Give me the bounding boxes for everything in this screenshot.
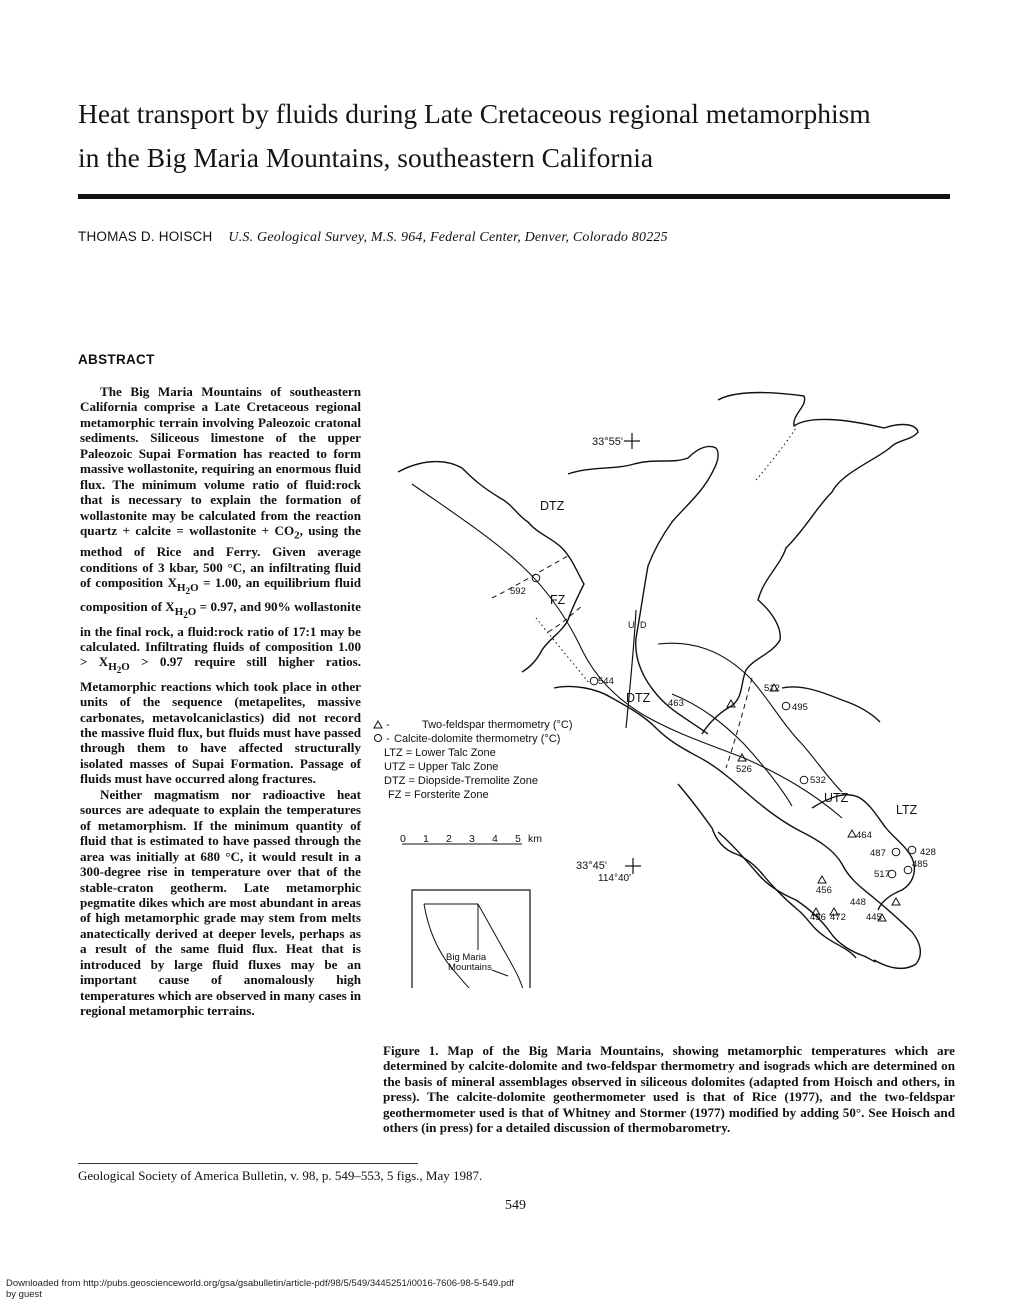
temperature-label: 487	[870, 848, 886, 859]
figure-caption: Figure 1. Map of the Big Maria Mountains, showing metamorphic temperatures which are determined by calcite-dolomite and two-feldspar thermometry and isograds which are determined on the basis of mineral assemblages observed in siliceous dolomites (adapted from Hoisch and others, in press). The calcite-dolomite geothermometer used is that of Rice (1977), and the two-feldspar geothermometer used is that of Whitney and Stormer (1977) modified by adding 50°. See Hoisch and others (in press) for a detailed discussion of thermobarometry.	[383, 1043, 955, 1136]
temperature-label: 445	[866, 912, 882, 923]
two-feldspar-triangle-icon	[848, 830, 856, 837]
range-outline-north	[702, 393, 918, 734]
footnote-rule	[78, 1163, 418, 1164]
download-note	[6, 1279, 626, 1300]
contact-dotted-2	[756, 428, 796, 480]
zone-label-fz: FZ	[550, 593, 566, 607]
author-affiliation: U.S. Geological Survey, M.S. 964, Federal Center, Denver, Colorado 80225	[228, 230, 667, 245]
scale-tick-2: 2	[446, 833, 452, 845]
download-guest-text: by guest	[6, 1290, 626, 1300]
scale-tick-1: 1	[423, 833, 429, 845]
page-number: 549	[505, 1198, 526, 1214]
coord-label-sw-lat: 33°45'	[576, 860, 607, 872]
scale-tick-0: 0	[400, 833, 406, 845]
inset-frame	[412, 890, 530, 988]
scale-tick-4: 4	[492, 833, 498, 845]
subscript-h2o	[175, 606, 197, 618]
temperature-label: 512	[764, 683, 780, 694]
byline	[78, 229, 668, 246]
abstract-text: The Big Maria Mountains of southeastern California comprise a Late Cretaceous regional metamorphic terrain involving Paleozoic cratonal sediments. Siliceous limestone of the upper Paleozoic Supai Formation has reacted to form massive wollastonite, requiring an enormous fluid flux. The minimum volume ratio of fluid:rock that is necessary to explain the formation of wollastonite may be calculated from the reaction quartz + calcite = wollastonite + CO	[80, 384, 361, 538]
fault-downthrown-label: D	[640, 620, 647, 630]
title-rule	[78, 194, 950, 199]
range-outline-central	[554, 686, 920, 968]
triangle-symbol-icon	[374, 721, 382, 728]
subscript: H	[108, 661, 116, 673]
temperature-label: 495	[792, 702, 808, 713]
journal-citation: Geological Society of America Bulletin, v. 98, p. 549–553, 5 figs., May 1987.	[78, 1168, 482, 1184]
fault-upthrown-label: U	[628, 620, 635, 630]
subscript-h2o	[108, 661, 130, 673]
temperature-markers	[510, 574, 936, 923]
inset-map	[412, 890, 530, 988]
temperature-label: 472	[830, 912, 846, 923]
legend-prefix: -	[386, 733, 390, 745]
two-feldspar-triangle-icon	[892, 898, 900, 905]
abstract-text: = 1.00, an equilibrium fluid composition of X	[80, 575, 361, 614]
legend-two-feldspar: Two-feldspar thermometry (°C)	[422, 719, 573, 731]
coord-label-sw-lon: 114°40'	[598, 873, 631, 884]
temperature-label: 526	[736, 764, 752, 775]
subscript: H	[175, 606, 183, 618]
temperature-label: 463	[668, 698, 684, 709]
temperature-label: 428	[920, 847, 936, 858]
subscript: 2	[117, 665, 122, 675]
subscript-h2o	[177, 582, 199, 594]
zone-label-dtz-south: DTZ	[626, 691, 651, 705]
zone-label-ltz: LTZ	[896, 803, 918, 817]
scale-tick-3: 3	[469, 833, 475, 845]
article-title	[78, 92, 978, 180]
abstract-text: , using the method of Rice and Ferry. Given average conditions of 3 kbar, 500 °C, an infiltrating fluid of composition X	[80, 523, 361, 590]
fault-dashed-3	[726, 678, 752, 768]
legend-utz: UTZ = Upper Talc Zone	[384, 761, 498, 773]
inset-label-2: Mountains	[448, 962, 492, 973]
subscript: O	[188, 606, 196, 618]
subscript: O	[190, 582, 198, 594]
map-legend	[374, 719, 573, 801]
abstract-paragraph-1	[80, 384, 361, 787]
legend-dtz: DTZ = Diopside-Tremolite Zone	[384, 775, 538, 787]
title-line-2: in the Big Maria Mountains, southeastern California	[78, 136, 978, 180]
calcite-dolomite-circle-icon	[908, 846, 916, 854]
title-line-1: Heat transport by fluids during Late Cretaceous regional metamorphism	[78, 92, 978, 136]
temperature-label: 485	[912, 859, 928, 870]
temperature-label: 532	[810, 775, 826, 786]
scale-tick-5: 5	[515, 833, 521, 845]
author-name: THOMAS D. HOISCH	[78, 229, 212, 244]
california-outline	[424, 904, 524, 988]
scale-unit: km	[528, 833, 542, 845]
legend-prefix: -	[386, 719, 390, 731]
temperature-label: 517	[874, 869, 890, 880]
zone-label-dtz-north: DTZ	[540, 499, 565, 513]
temperature-label: 592	[510, 586, 526, 597]
abstract-paragraph-2: Neither magmatism nor radioactive heat sources are adequate to explain the temperatures of metamorphism. If the minimum quantity of fluid that is estimated to have passed through the area was initially at 680 °C, it would result in a 300-degree rise in temperature over that of the stable-craton geotherm. Late metamorphic pegmatite dikes which are most abundant in areas of high metamorphic grade may stem from melts anatectically derived at deeper levels, perhaps as a result of the same fluid flux. Heat that is introduced by large fluid fluxes may be an important cause of anomalously high temperatures which are observed in many cases in regional metamorphic terrains.	[80, 787, 361, 1019]
temperature-label: 456	[816, 885, 832, 896]
subscript: 2	[186, 586, 191, 596]
download-link-text[interactable]: Downloaded from http://pubs.geoscienceworld.org/gsa/gsabulletin/article-pdf/98/5/549/3445251/i0016-7606-98-5-549.pdf	[6, 1279, 626, 1290]
big-maria-map-figure	[372, 388, 972, 988]
fault-dashed-1	[492, 556, 568, 598]
calcite-dolomite-circle-icon	[892, 848, 900, 856]
temperature-label: 448	[850, 897, 866, 908]
calcite-dolomite-circle-icon	[590, 677, 598, 685]
legend-fz: FZ = Forsterite Zone	[388, 789, 489, 801]
abstract-body	[80, 384, 361, 1019]
two-feldspar-triangle-icon	[818, 876, 826, 883]
zone-label-utz: UTZ	[824, 791, 849, 805]
calcite-dolomite-circle-icon	[782, 702, 790, 710]
calcite-dolomite-circle-icon	[800, 776, 808, 784]
abstract-text: = 0.97, and 90% wollastonite in the final rock, a fluid:rock ratio of 17:1 may be calculated. Infiltrating fluids of composition 1.00 > X	[80, 599, 361, 669]
scale-bar	[400, 833, 542, 845]
subscript: 2	[294, 530, 299, 542]
abstract-heading: ABSTRACT	[78, 352, 155, 367]
circle-symbol-icon	[375, 735, 382, 742]
temperature-label: 464	[856, 830, 872, 841]
abstract-text: > 0.97 require still higher ratios. Metamorphic reactions which took place in other units of the sequence (metapelites, massive carbonates, metavolcaniclastics) did not record the massive fluid flux, but fluids must have passed through them to have affected structurally isolated masses of Supai Formation. Passage of fluids must have occurred along fractures.	[80, 654, 361, 786]
temperature-label: 456	[810, 912, 826, 923]
inset-label-1: Big Maria	[446, 952, 487, 963]
legend-ltz: LTZ = Lower Talc Zone	[384, 747, 496, 759]
temperature-label: 544	[598, 676, 614, 687]
subscript: O	[121, 661, 129, 673]
legend-calcite-dolomite: Calcite-dolomite thermometry (°C)	[394, 733, 560, 745]
coord-label-ne: 33°55'	[592, 436, 623, 448]
inset-pointer	[492, 970, 508, 976]
subscript: H	[177, 582, 185, 594]
calcite-dolomite-circle-icon	[904, 866, 912, 874]
subscript: 2	[183, 610, 188, 620]
